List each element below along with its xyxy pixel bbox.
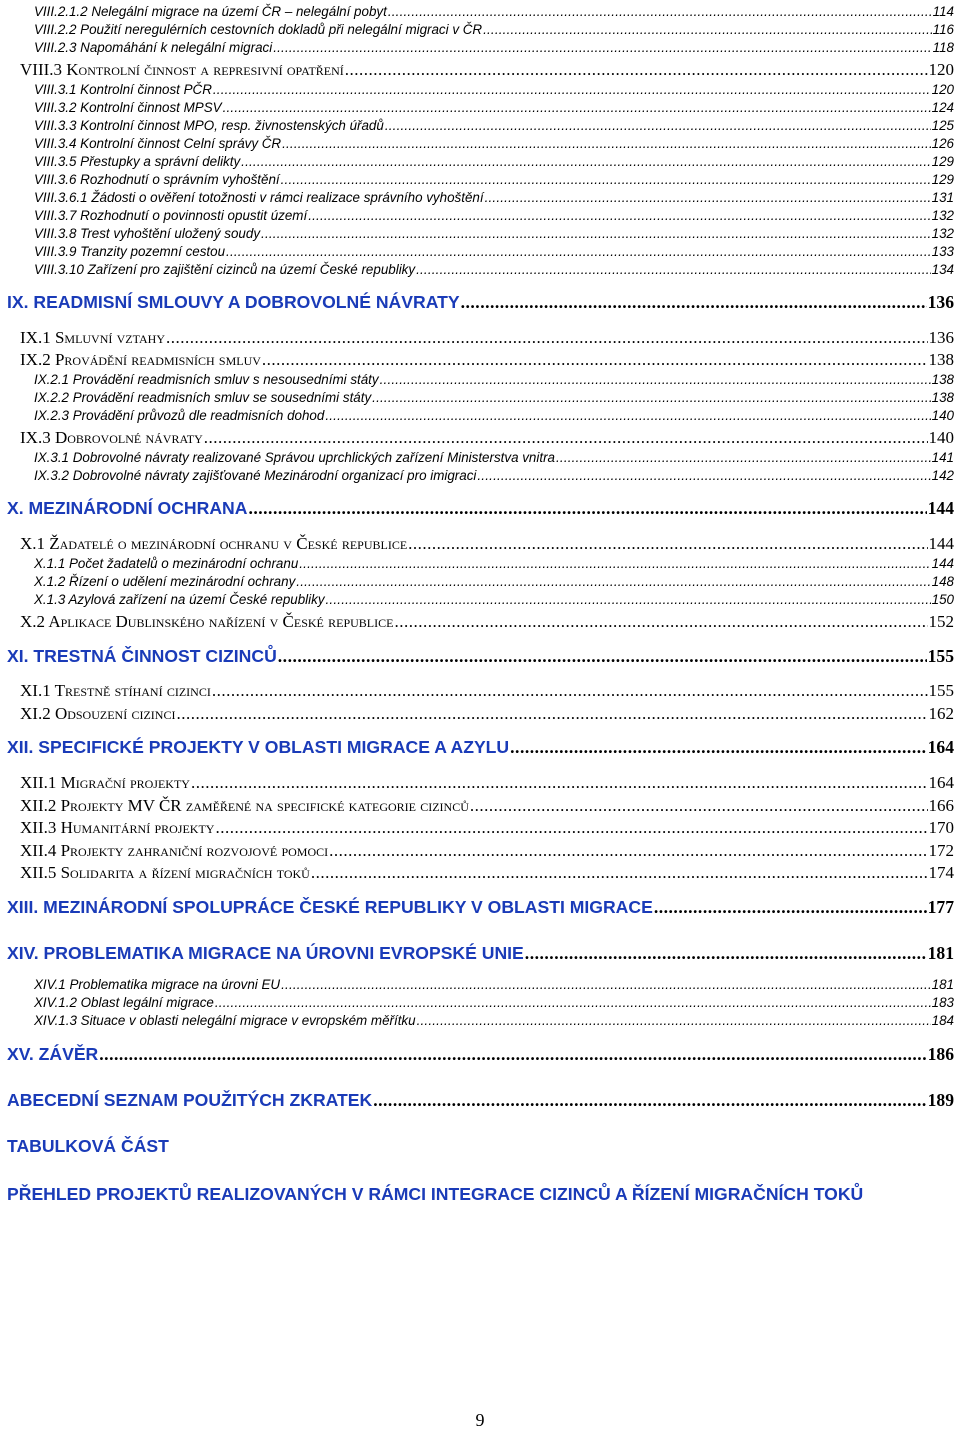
toc-entry[interactable]: XIV.1 Problematika migrace na úrovni EU ..... 181 <box>34 977 954 992</box>
toc-section[interactable]: XII.2 Projekty MV ČR zaměřené na specifické kategorie cizinců ..... 166 <box>20 796 954 816</box>
toc-entry[interactable]: X.1.2 Řízení o udělení mezinárodní ochrany ..... 148 <box>34 574 954 589</box>
toc-chapter[interactable]: X. MEZINÁRODNÍ OCHRANA ..... 144 <box>7 498 954 519</box>
toc-entry[interactable]: VIII.2.2 Použití neregulérních cestovních dokladů při nelegální migraci v ČR ..... 116 <box>34 22 954 37</box>
toc-entry[interactable]: X.1.1 Počet žadatelů o mezinárodní ochranu ..... 144 <box>34 556 954 571</box>
toc-section[interactable]: X.2 Aplikace Dublinského nařízení v České republice ..... 152 <box>20 612 954 632</box>
toc-entry[interactable]: VIII.3.6 Rozhodnutí o správním vyhoštění ..... 129 <box>34 172 954 187</box>
toc-section[interactable]: XII.3 Humanitární projekty ..... 170 <box>20 818 954 838</box>
toc-section[interactable]: XII.4 Projekty zahraniční rozvojové pomoci ..... 172 <box>20 841 954 861</box>
toc-entry[interactable]: VIII.2.3 Napomáhání k nelegální migraci ..... 118 <box>34 40 954 55</box>
toc-entry[interactable]: IX.2.2 Provádění readmisních smluv se sousedními státy ..... 138 <box>34 390 954 405</box>
toc-section[interactable]: IX.1 Smluvní vztahy ..... 136 <box>20 328 954 348</box>
toc-entry[interactable]: VIII.3.3 Kontrolní činnost MPO, resp. živnostenských úřadů ..... 125 <box>34 118 954 133</box>
toc-entry[interactable]: VIII.3.4 Kontrolní činnost Celní správy ČR ..... 126 <box>34 136 954 151</box>
toc-section[interactable]: XI.2 Odsouzení cizinci ..... 162 <box>20 704 954 724</box>
toc-entry[interactable]: VIII.3.10 Zařízení pro zajištění cizinců na území České republiky ..... 134 <box>34 262 954 277</box>
toc-entry[interactable]: IX.2.3 Provádění průvozů dle readmisních dohod ..... 140 <box>34 408 954 423</box>
toc-heading-projects[interactable]: PŘEHLED PROJEKTŮ REALIZOVANÝCH V RÁMCI INTEGRACE CIZINCŮ A ŘÍZENÍ MIGRAČNÍCH TOKŮ <box>7 1184 864 1204</box>
toc-chapter[interactable]: XI. TRESTNÁ ČINNOST CIZINCŮ ..... 155 <box>7 646 954 667</box>
toc-chapter[interactable]: XII. SPECIFICKÉ PROJEKTY V OBLASTI MIGRACE A AZYLU ..... 164 <box>7 737 954 758</box>
toc-section[interactable]: VIII.3 Kontrolní činnost a represivní opatření ..... 120 <box>20 60 954 80</box>
toc-section[interactable]: X.1 Žadatelé o mezinárodní ochranu v České republice ..... 144 <box>20 534 954 554</box>
toc-entry[interactable]: VIII.3.8 Trest vyhoštění uložený soudy ..... 132 <box>34 226 954 241</box>
toc-entry[interactable]: VIII.3.5 Přestupky a správní delikty ..... 129 <box>34 154 954 169</box>
page-number: 9 <box>475 1410 485 1430</box>
toc-heading-tables[interactable]: TABULKOVÁ ČÁST <box>7 1136 169 1156</box>
toc-entry[interactable]: XIV.1.2 Oblast legální migrace ..... 183 <box>34 995 954 1010</box>
toc-section[interactable]: IX.3 Dobrovolné návraty ..... 140 <box>20 428 954 448</box>
toc-entry[interactable]: VIII.2.1.2 Nelegální migrace na území ČR – nelegální pobyt ..... 114 <box>34 4 954 19</box>
toc-section[interactable]: XI.1 Trestně stíhaní cizinci ..... 155 <box>20 681 954 701</box>
toc-section[interactable]: XII.1 Migrační projekty ..... 164 <box>20 773 954 793</box>
toc-entry[interactable]: XIV.1.3 Situace v oblasti nelegální migrace v evropském měřítku ..... 184 <box>34 1013 954 1028</box>
toc-entry[interactable]: VIII.3.7 Rozhodnutí o povinnosti opustit území ..... 132 <box>34 208 954 223</box>
toc-chapter[interactable]: ABECEDNÍ SEZNAM POUŽITÝCH ZKRATEK ..... 189 <box>7 1090 954 1111</box>
toc-entry[interactable]: IX.2.1 Provádění readmisních smluv s nesousedními státy ..... 138 <box>34 372 954 387</box>
toc-entry[interactable]: VIII.3.9 Tranzity pozemní cestou ..... 133 <box>34 244 954 259</box>
toc-chapter[interactable]: XIV. PROBLEMATIKA MIGRACE NA ÚROVNI EVROPSKÉ UNIE ..... 181 <box>7 943 954 964</box>
toc-entry[interactable]: IX.3.2 Dobrovolné návraty zajišťované Mezinárodní organizací pro imigraci ..... 142 <box>34 468 954 483</box>
toc-entry[interactable]: VIII.3.1 Kontrolní činnost PČR ..... 120 <box>34 82 954 97</box>
toc-chapter[interactable]: XV. ZÁVĚR ..... 186 <box>7 1044 954 1065</box>
toc-entry[interactable]: X.1.3 Azylová zařízení na území České republiky ..... 150 <box>34 592 954 607</box>
toc-entry[interactable]: IX.3.1 Dobrovolné návraty realizované Správou uprchlických zařízení Ministerstva vnitra ..... 141 <box>34 450 954 465</box>
toc-entry[interactable]: VIII.3.2 Kontrolní činnost MPSV ..... 124 <box>34 100 954 115</box>
toc-chapter[interactable]: XIII. MEZINÁRODNÍ SPOLUPRÁCE ČESKÉ REPUBLIKY V OBLASTI MIGRACE ..... 177 <box>7 897 954 918</box>
toc-section[interactable]: IX.2 Provádění readmisních smluv ..... 138 <box>20 350 954 370</box>
toc-section[interactable]: XII.5 Solidarita a řízení migračních toků ..... 174 <box>20 863 954 883</box>
toc-chapter[interactable]: IX. READMISNÍ SMLOUVY A DOBROVOLNÉ NÁVRATY ..... 136 <box>7 292 954 313</box>
toc-entry[interactable]: VIII.3.6.1 Žádosti o ověření totožnosti v rámci realizace správního vyhoštění ..... 131 <box>34 190 954 205</box>
